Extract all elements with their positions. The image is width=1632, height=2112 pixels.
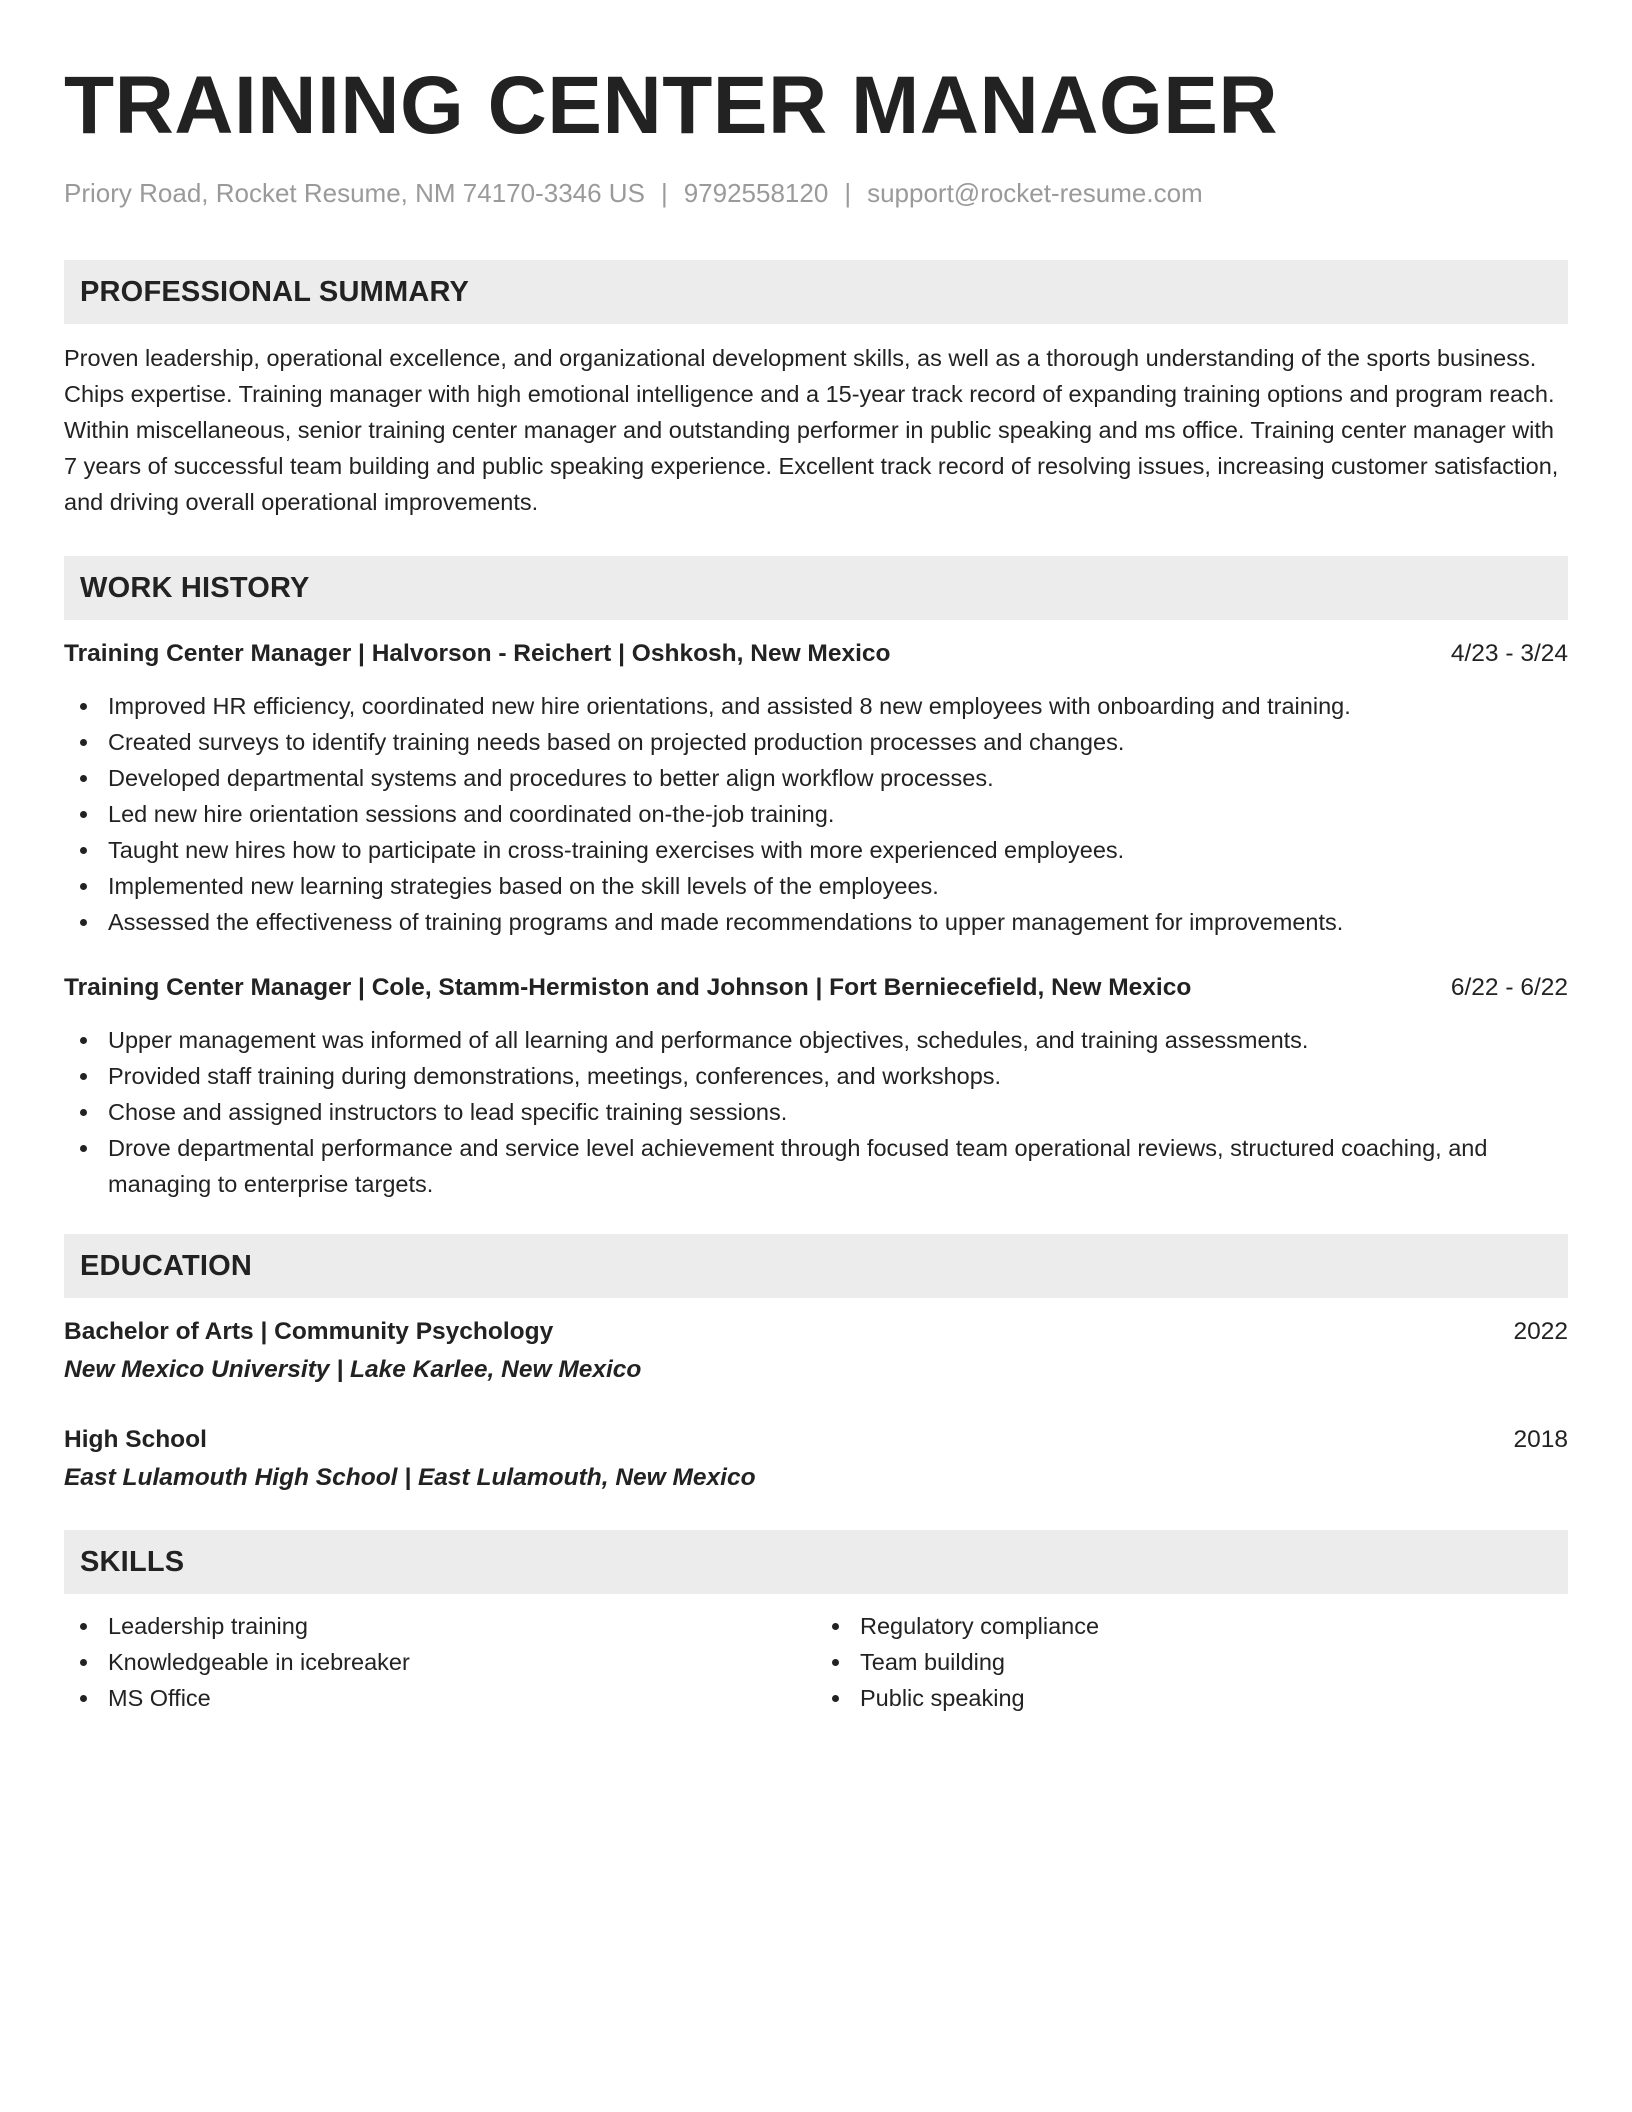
section-header-skills: SKILLS [64,1530,1568,1594]
list-item: Upper management was informed of all learning and performance objectives, schedules, and training assessments. [64,1022,1568,1058]
list-item: Leadership training [64,1608,816,1644]
section-header-work-history: WORK HISTORY [64,556,1568,620]
education-degree: Bachelor of Arts | Community Psychology [64,1318,554,1345]
list-item: Taught new hires how to participate in cross-training exercises with more experienced employees. [64,832,1568,868]
list-item: Created surveys to identify training needs based on projected production processes and changes. [64,724,1568,760]
list-item: Chose and assigned instructors to lead specific training sessions. [64,1094,1568,1130]
section-header-summary: PROFESSIONAL SUMMARY [64,260,1568,324]
education-degree: High School [64,1426,207,1453]
job-heading-line [64,636,1568,672]
list-item: MS Office [64,1680,816,1716]
job-bullet-list [64,1022,1568,1202]
education-degree-line [64,1314,1568,1350]
job-title: Training Center Manager | Cole, Stamm-Hermiston and Johnson | Fort Berniecefield, New Mexico [64,974,1192,1001]
skills-list-right [816,1608,1568,1716]
education-year: 2022 [1513,1318,1568,1345]
list-item: Knowledgeable in icebreaker [64,1644,816,1680]
resume-name: TRAINING CENTER MANAGER [64,60,1279,151]
section-header-education: EDUCATION [64,1234,1568,1298]
job-title: Training Center Manager | Halvorson - Reichert | Oshkosh, New Mexico [64,640,891,667]
skills-grid [64,1608,1568,1716]
list-item: Regulatory compliance [816,1608,1568,1644]
contact-phone: 9792558120 [683,178,829,208]
contact-separator: | [660,178,668,208]
job-dates: 4/23 - 3/24 [1450,640,1568,667]
education-item [64,1422,1568,1496]
education-year: 2018 [1513,1426,1568,1453]
list-item: Provided staff training during demonstrations, meetings, conferences, and workshops. [64,1058,1568,1094]
job-bullet-list [64,688,1568,940]
contact-email: support@rocket-resume.com [867,178,1203,208]
contact-line [64,176,1568,210]
job-dates: 6/22 - 6/22 [1450,974,1568,1001]
list-item: Developed departmental systems and procedures to better align workflow processes. [64,760,1568,796]
list-item: Drove departmental performance and service level achievement through focused team operational reviews, structured coaching, and managing to enterprise targets. [64,1130,1568,1202]
list-item: Public speaking [816,1680,1568,1716]
list-item: Led new hire orientation sessions and coordinated on-the-job training. [64,796,1568,832]
summary-text: Proven leadership, operational excellence, and organizational development skills, as well as a thorough understanding of the sports business. Chips expertise. Training manager with high emotional intelligence and a 15-year track record of expanding training options and program reach. Within miscellaneous, senior training center manager and outstanding performer in public speaking and ms office. Training center manager with 7 years of successful team building and public speaking experience. Excellent track record of resolving issues, increasing customer satisfaction, and driving overall operational improvements. [64,345,1559,515]
job-heading-line [64,970,1568,1006]
education-item [64,1314,1568,1388]
list-item: Implemented new learning strategies based on the skill levels of the employees. [64,868,1568,904]
education-school: East Lulamouth High School | East Lulamouth, New Mexico [64,1464,756,1491]
list-item: Improved HR efficiency, coordinated new hire orientations, and assisted 8 new employees with onboarding and training. [64,688,1568,724]
education-school: New Mexico University | Lake Karlee, New Mexico [64,1356,642,1383]
list-item: Team building [816,1644,1568,1680]
education-degree-line [64,1422,1568,1458]
skills-list-left [64,1608,816,1716]
list-item: Assessed the effectiveness of training programs and made recommendations to upper management for improvements. [64,904,1568,940]
contact-address: Priory Road, Rocket Resume, NM 74170-3346 US [64,178,645,208]
contact-separator: | [844,178,852,208]
